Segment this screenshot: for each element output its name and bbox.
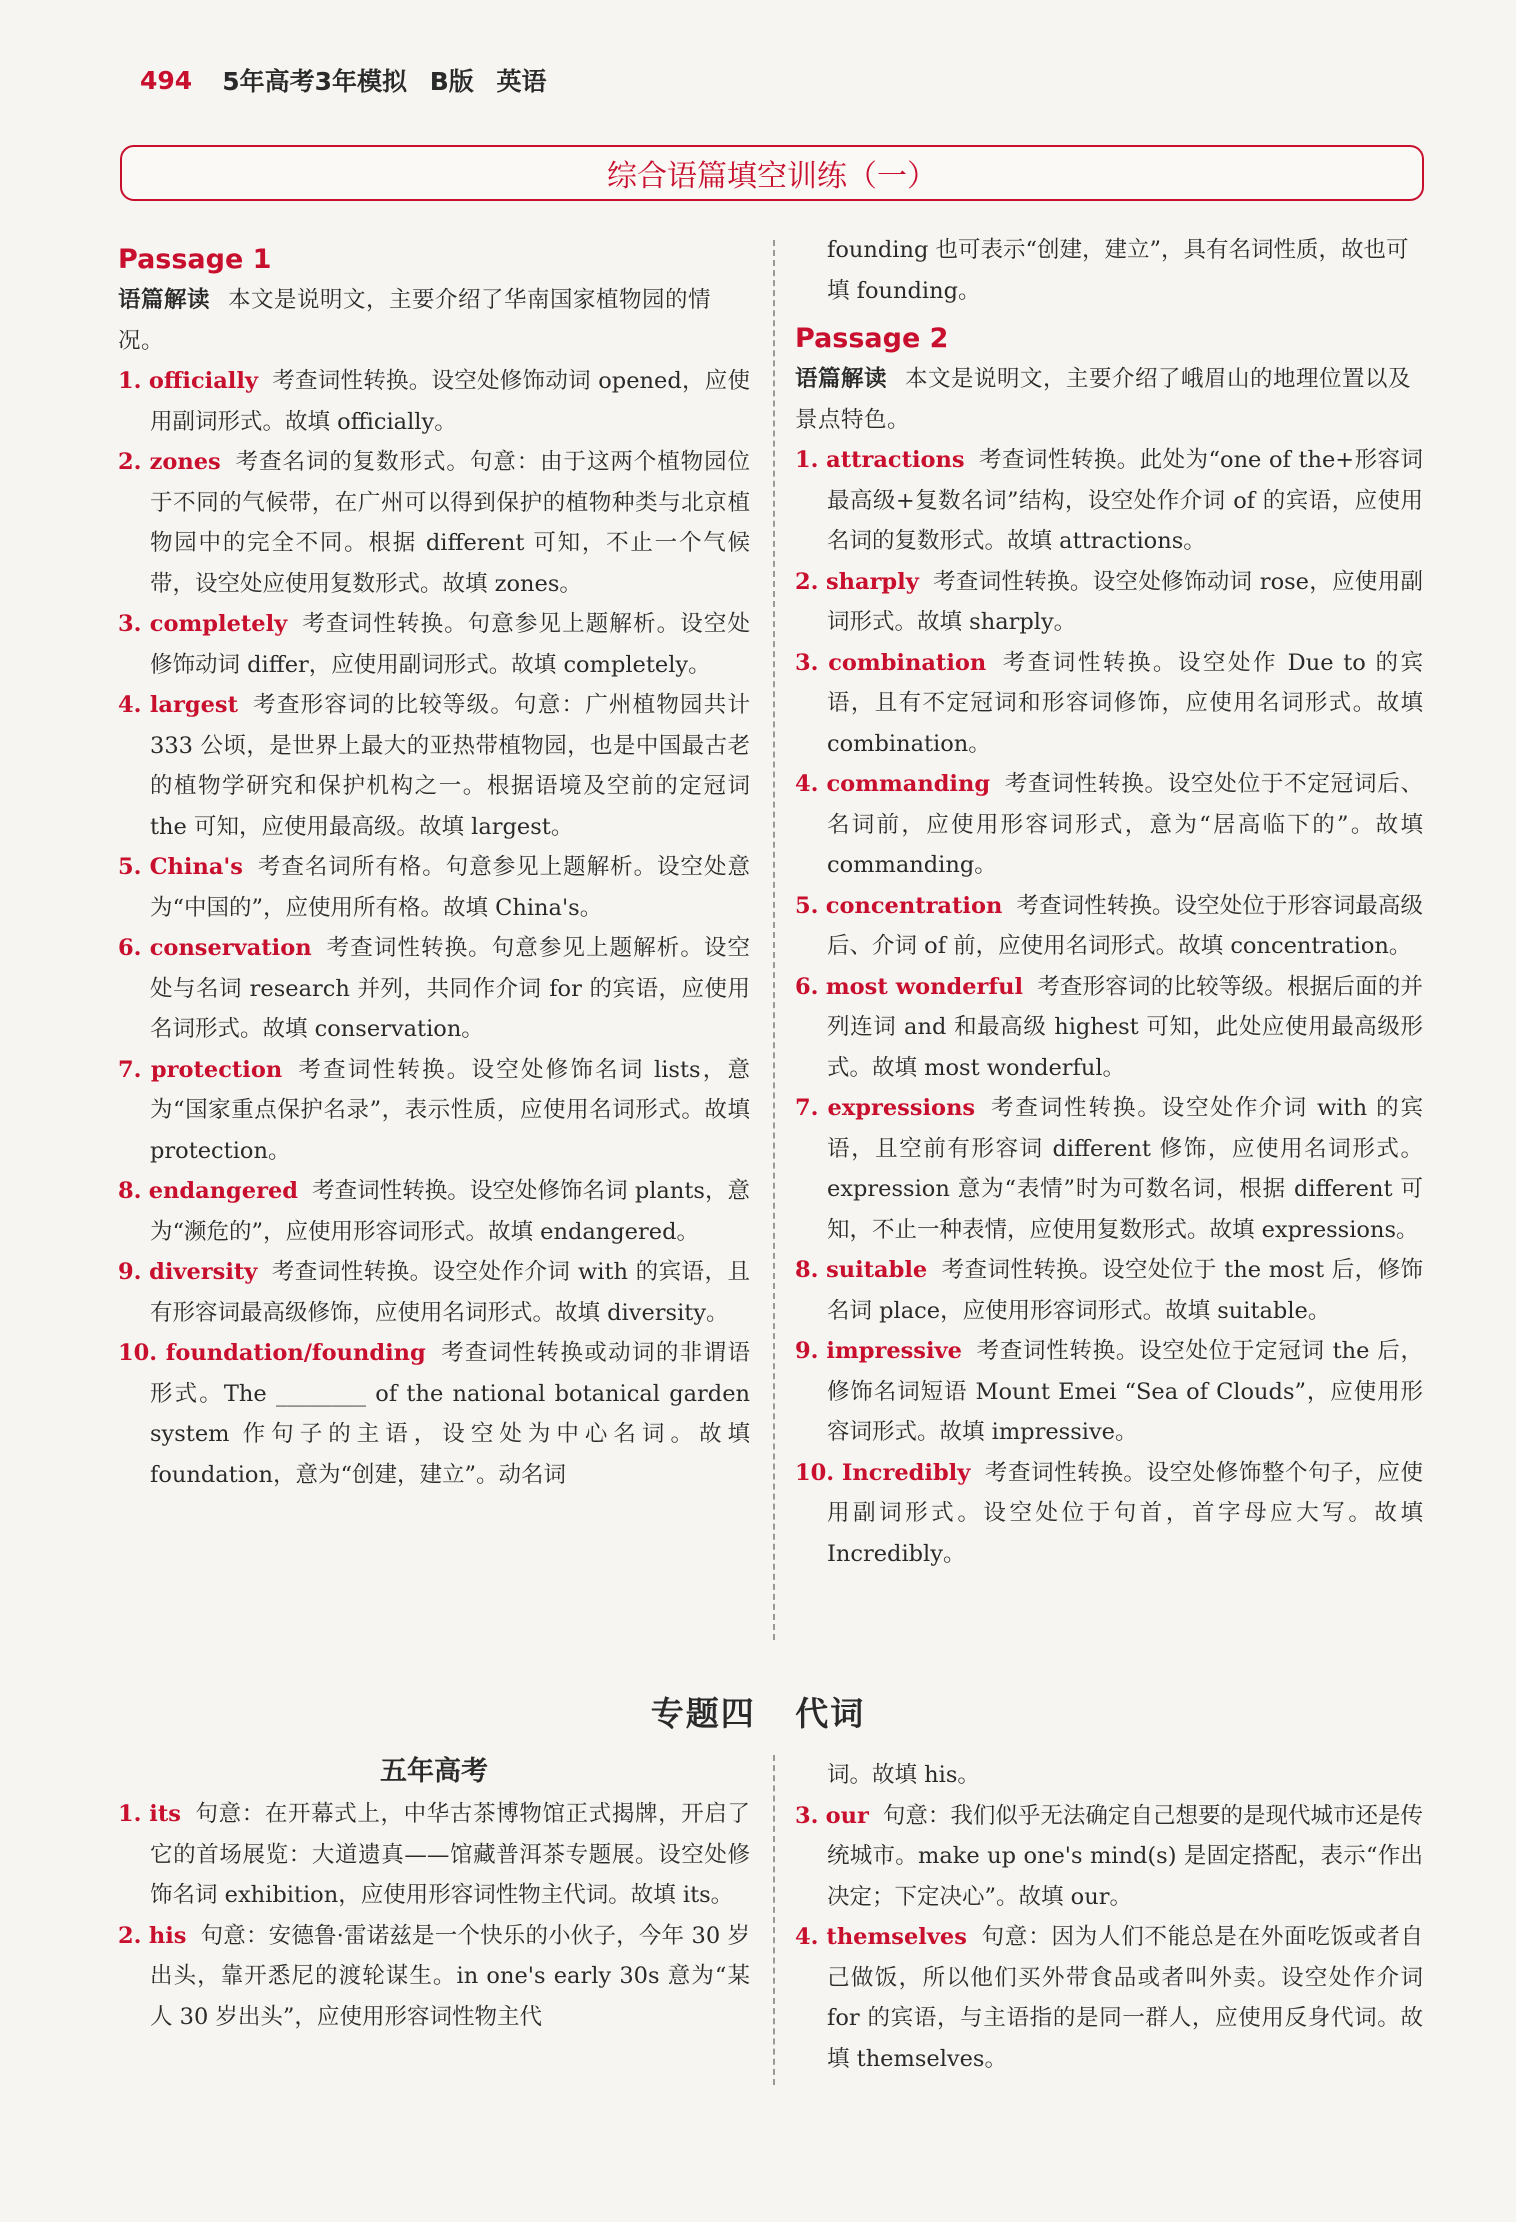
- item-number: 4.: [795, 771, 819, 797]
- item-answer: commanding: [826, 771, 991, 797]
- item-explanation: 考查词性转换。设空处修饰名词 plants，意为“濒危的”，应使用形容词形式。故填 endangered。: [150, 1178, 751, 1245]
- item-number: 2.: [795, 568, 819, 595]
- item-answer: its: [149, 1801, 181, 1827]
- item-answer: conservation: [149, 935, 312, 961]
- item-answer: foundation/founding: [165, 1340, 426, 1366]
- column-divider: [773, 240, 775, 1640]
- five-year-items-right: [795, 1796, 1423, 2080]
- item-answer: completely: [149, 611, 288, 637]
- item-answer: officially: [148, 368, 258, 394]
- topic-heading: [0, 1688, 1516, 1735]
- item-answer: expressions: [827, 1095, 976, 1121]
- item-number: 3.: [118, 611, 142, 637]
- item-explanation: 考查词性转换。句意参见上题解析。设空处与名词 research 并列，共同作介词 for 的宾语，应使用名词形式。故填 conservation。: [150, 935, 750, 1042]
- section-title-box: [120, 145, 1424, 201]
- five-year-items: [118, 1794, 750, 2037]
- item-answer: China's: [149, 854, 243, 880]
- item-explanation: 考查词性转换。设空处修饰动词 opened，应使用副词形式。故填 officially。: [150, 368, 750, 435]
- column-divider-lower: [773, 1755, 775, 2085]
- answer-item: [118, 442, 750, 604]
- item-number: 4.: [118, 692, 142, 718]
- item-answer: themselves: [826, 1924, 967, 1950]
- item-number: 1.: [118, 1801, 142, 1827]
- item-explanation: 考查词性转换或动词的非谓语形式。The ________ of the national botanical garden system 作句子的主语，设空处为中心名词。故填 foundation，意为“创建，建立”。动名词: [150, 1340, 750, 1488]
- item-explanation: 考查形容词的比较等级。根据后面的并列连词 and 和最高级 highest 可知，此处应使用最高级形式。故填 most wonderful。: [827, 973, 1423, 1081]
- item-explanation: 考查词性转换。设空处位于形容词最高级后、介词 of 前，应使用名词形式。故填 concentration。: [827, 892, 1423, 959]
- topic-label: 专题四: [650, 1694, 756, 1733]
- item-answer: endangered: [148, 1178, 298, 1204]
- answer-item: [118, 1171, 750, 1252]
- item-answer: sharply: [825, 568, 919, 595]
- item-explanation: 考查名词所有格。句意参见上题解析。设空处意为“中国的”，应使用所有格。故填 China's。: [150, 854, 750, 921]
- item-number: 7.: [795, 1095, 819, 1121]
- intro-text: 本文是说明文，主要介绍了华南国家植物园的情况。: [118, 287, 712, 354]
- item-explanation: 考查词性转换。设空处位于 the most 后，修饰名词 place，应使用形容词形式。故填 suitable。: [827, 1257, 1423, 1324]
- answer-item: [118, 1050, 750, 1172]
- item-explanation: 句意：因为人们不能总是在外面吃饭或者自己做饭，所以他们买外带食品或者叫外卖。设空处作介词 for 的宾语，与主语指的是同一群人，应使用反身代词。故填 themselves。: [827, 1924, 1423, 2072]
- item-answer: protection: [150, 1056, 283, 1083]
- item-answer: zones: [149, 449, 221, 475]
- item-explanation: 考查词性转换。设空处修饰名词 lists，意为“国家重点保护名录”，表示性质，应使用名词形式。故填 protection。: [150, 1056, 750, 1164]
- intro-label: 语篇解读: [118, 287, 211, 313]
- item-number: 3.: [795, 1802, 819, 1829]
- answer-item: [118, 361, 750, 442]
- passage2-intro: [795, 359, 1423, 440]
- item-number: 7.: [118, 1056, 142, 1083]
- item-number: 2.: [118, 449, 142, 475]
- item-explanation: 考查词性转换。此处为“one of the+形容词最高级+复数名词”结构，设空处作介词 of 的宾语，应使用名词的复数形式。故填 attractions。: [827, 447, 1423, 554]
- item-number: 1.: [795, 447, 819, 473]
- answer-item: [118, 604, 750, 685]
- answer-item: [118, 685, 750, 847]
- page-header: [140, 60, 1440, 100]
- item-explanation: 考查词性转换。设空处修饰动词 rose，应使用副词形式。故填 sharply。: [827, 568, 1423, 635]
- section-title: 综合语篇填空训练（一）: [607, 159, 937, 194]
- item-number: 8.: [795, 1257, 819, 1283]
- intro-text: 本文是说明文，主要介绍了峨眉山的地理位置以及景点特色。: [795, 366, 1412, 433]
- answer-item: [795, 1796, 1423, 1918]
- subject-label: 英语: [496, 67, 547, 96]
- item-answer: our: [825, 1802, 869, 1829]
- passage1-continued-text: founding 也可表示“创建，建立”，具有名词性质，故也可填 founding。: [827, 237, 1409, 304]
- answer-item: [118, 928, 750, 1050]
- item-explanation: 考查词性转换。设空处位于定冠词 the 后，修饰名词短语 Mount Emei “Sea of Clouds”，应使用形容词形式。故填 impressive。: [827, 1338, 1424, 1445]
- answer-item: [118, 1333, 750, 1495]
- item-number: 6.: [118, 935, 142, 961]
- five-year-right-column: [795, 1755, 1423, 2079]
- book-title: [222, 62, 546, 98]
- answer-item: [795, 886, 1423, 967]
- answer-item: [795, 1331, 1423, 1453]
- item-explanation: 考查词性转换。句意参见上题解析。设空处修饰动词 differ，应使用副词形式。故填 completely。: [150, 611, 750, 678]
- book-title-text: 5年高考3年模拟: [222, 67, 407, 96]
- passage2-heading: Passage 2: [795, 323, 949, 354]
- item-number: 9.: [118, 1259, 142, 1285]
- edition-label: B版: [429, 67, 474, 96]
- passage1-intro: [118, 280, 750, 361]
- answer-item: [118, 1794, 750, 1916]
- item-number: 5.: [118, 854, 142, 880]
- answer-item: [118, 1916, 750, 2038]
- five-year-continued-text: 词。故填 his。: [827, 1762, 980, 1788]
- topic-title: 代词: [795, 1694, 866, 1733]
- intro-label: 语篇解读: [795, 366, 888, 392]
- answer-item: [118, 847, 750, 928]
- item-answer: diversity: [149, 1259, 258, 1285]
- answer-item: [795, 764, 1423, 886]
- item-explanation: 句意：我们似乎无法确定自己想要的是现代城市还是传统城市。make up one's mind(s) 是固定搭配，表示“作出决定；下定决心”。故填 our。: [827, 1802, 1423, 1910]
- item-answer: largest: [149, 692, 238, 718]
- item-number: 10.: [795, 1459, 835, 1486]
- five-year-column: [118, 1750, 750, 2037]
- answer-item: [795, 1917, 1423, 2079]
- item-explanation: 考查词性转换。设空处修饰整个句子，应使用副词形式。设空处位于句首，首字母应大写。故填 Incredibly。: [827, 1459, 1423, 1567]
- answer-item: [795, 967, 1423, 1089]
- item-number: 2.: [118, 1922, 142, 1949]
- item-number: 10.: [118, 1340, 158, 1366]
- item-number: 5.: [795, 892, 819, 919]
- answer-item: [795, 440, 1423, 562]
- item-explanation: 句意：安德鲁·雷诺兹是一个快乐的小伙子，今年 30 岁出头，靠开悉尼的渡轮谋生。in one's early 30s 意为“某人 30 岁出头”，应使用形容词性物主代: [150, 1922, 751, 2030]
- item-answer: impressive: [826, 1338, 962, 1364]
- item-explanation: 考查词性转换。设空处作介词 with 的宾语，且有形容词最高级修饰，应使用名词形式。故填 diversity。: [150, 1259, 750, 1326]
- item-answer: attractions: [826, 447, 965, 473]
- item-explanation: 考查词性转换。设空处位于不定冠词后、名词前，应使用形容词形式，意为“居高临下的”。故填 commanding。: [827, 771, 1423, 878]
- item-explanation: 考查形容词的比较等级。句意：广州植物园共计 333 公顷，是世界上最大的亚热带植物园，也是中国最古老的植物学研究和保护机构之一。根据语境及空前的定冠词 the 可知，应使用最高级。故填 largest。: [150, 692, 750, 840]
- item-number: 1.: [118, 368, 142, 394]
- passage2-items: [795, 440, 1423, 1574]
- answer-item: [118, 1252, 750, 1333]
- item-answer: concentration: [825, 892, 1003, 919]
- item-explanation: 考查词性转换。设空处作 Due to 的宾语，且有不定冠词和形容词修饰，应使用名词形式。故填 combination。: [827, 649, 1423, 757]
- item-number: 6.: [795, 973, 819, 1000]
- answer-item: [795, 643, 1423, 765]
- item-explanation: 句意：在开幕式上，中华古茶博物馆正式揭牌，开启了它的首场展览：大道遗真——馆藏普洱茶专题展。设空处修饰名词 exhibition，应使用形容词性物主代词。故填 its。: [150, 1801, 750, 1908]
- item-number: 3.: [795, 649, 819, 676]
- item-answer: most wonderful: [825, 973, 1023, 1000]
- passage1-heading: Passage 1: [118, 244, 272, 275]
- item-answer: combination: [828, 649, 987, 676]
- passage1-items: [118, 361, 750, 1495]
- item-answer: his: [148, 1922, 187, 1949]
- item-answer: suitable: [826, 1257, 928, 1283]
- item-explanation: 考查词性转换。设空处作介词 with 的宾语，且空前有形容词 different 修饰，应使用名词形式。expression 意为“表情”时为可数名词，根据 different 可知，不止一种表情，应使用复数形式。故填 expressions。: [827, 1095, 1423, 1243]
- answer-item: [795, 1088, 1423, 1250]
- passage1-column: [118, 240, 750, 1495]
- passage2-column: [795, 230, 1423, 1574]
- answer-item: [795, 1250, 1423, 1331]
- five-year-heading: 五年高考: [380, 1756, 488, 1787]
- item-number: 4.: [795, 1924, 819, 1950]
- page-number: 494: [140, 65, 193, 95]
- item-answer: Incredibly: [841, 1459, 971, 1486]
- answer-item: [795, 562, 1423, 643]
- item-explanation: 考查名词的复数形式。句意：由于这两个植物园位于不同的气候带，在广州可以得到保护的植物种类与北京植物园中的完全不同。根据 different 可知，不止一个气候带，设空处应使用复数形式。故填 zones。: [150, 449, 750, 597]
- answer-item: [795, 1453, 1423, 1575]
- item-number: 9.: [795, 1338, 819, 1364]
- item-number: 8.: [118, 1178, 142, 1204]
